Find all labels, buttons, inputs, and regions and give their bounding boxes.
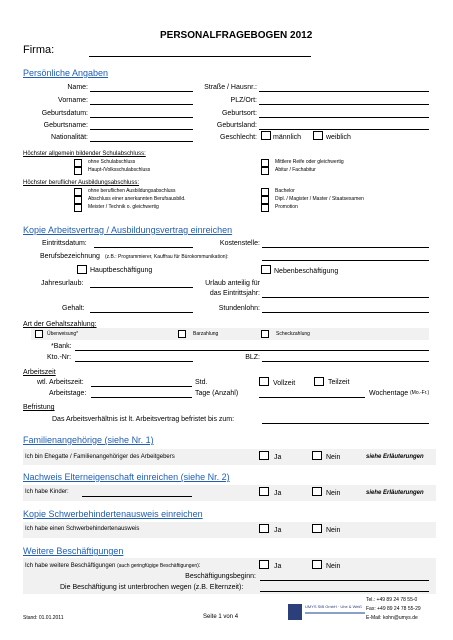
gehaltszahlung-heading: Art der Gehaltszahlung: xyxy=(23,321,97,328)
beruf-right-0-checkbox[interactable] xyxy=(261,188,269,196)
wochentage-label: Wochentage xyxy=(369,390,409,397)
eltern-nein-checkbox[interactable] xyxy=(312,487,322,496)
urlaub-anteilig-label-1: Urlaub anteilig für xyxy=(205,280,260,287)
geburtsland-field[interactable] xyxy=(259,129,429,130)
unterbrochen-field[interactable] xyxy=(260,591,429,592)
beruf-right-0-label: Bachelor xyxy=(275,188,295,194)
hauptbeschaeftigung-label: Hauptbeschäftigung xyxy=(90,267,153,274)
familie-nein-checkbox[interactable] xyxy=(312,451,322,460)
plz-ort-field[interactable] xyxy=(259,104,429,105)
schwer-ja-checkbox[interactable] xyxy=(259,524,269,533)
kostenstelle-field[interactable] xyxy=(262,247,429,248)
section-schwerbehindert: Kopie Schwerbehindertenausweis einreichen xyxy=(23,509,203,519)
wtl-arbeitszeit-label: wtl. Arbeitszeit: xyxy=(37,379,84,386)
schulabschluss-heading: Höchster allgemein bildender Schulabschluss: xyxy=(23,151,146,157)
nationalitaet-label: Nationalität: xyxy=(51,134,88,141)
geburtsort-label: Geburtsort: xyxy=(221,110,257,117)
footer-fax: Fax: +49 89 24 78 55-29 xyxy=(366,606,421,612)
wochentage-hint: (Mo.-Fr.) xyxy=(410,390,430,396)
nationalitaet-field[interactable] xyxy=(90,141,193,142)
familie-text: Ich bin Ehegatte / Familienangehöriger des Arbeitgebers xyxy=(25,454,175,460)
weitere-text xyxy=(25,563,200,569)
blz-label: BLZ: xyxy=(245,354,260,361)
section-elterneigenschaft: Nachweis Elterneigenschaft einreichen (siehe Nr. 2) xyxy=(23,472,230,482)
familie-hinweis: siehe Erläuterungen xyxy=(366,454,424,460)
geburtsort-field[interactable] xyxy=(259,117,429,118)
gehalt-field[interactable] xyxy=(90,312,193,313)
schwer-text: Ich habe einen Schwerbehindertenausweis xyxy=(25,526,140,532)
familie-nein-label: Nein xyxy=(326,454,341,461)
eintrittsdatum-label: Eintrittsdatum: xyxy=(42,240,87,247)
ueberweisung-label: Überweisung* xyxy=(47,331,79,337)
section-kopie-arbeitsvertrag: Kopie Arbeitsvertrag / Ausbildungsvertrag einreichen xyxy=(23,225,233,235)
page-title: PERSONALFRAGEBOGEN 2012 xyxy=(160,30,313,41)
urlaub-anteilig-field[interactable] xyxy=(262,297,429,298)
stundenlohn-field[interactable] xyxy=(262,312,429,313)
name-label: Name: xyxy=(67,84,88,91)
beruf-right-1-checkbox[interactable] xyxy=(261,196,269,204)
jahresurlaub-label: Jahresurlaub: xyxy=(41,280,84,287)
schwer-nein-label: Nein xyxy=(326,527,341,534)
urlaub-anteilig-label-2: das Eintrittsjahr: xyxy=(209,290,260,297)
std-label: Std. xyxy=(195,379,208,386)
section-personal: Persönliche Angaben xyxy=(23,68,109,78)
kinder-field[interactable] xyxy=(82,496,192,497)
beruf-left-1-label: Abschluss einer anerkannten Berufsausbild. xyxy=(88,196,186,202)
unterbrochen-label: Die Beschäftigung ist unterbrochen wegen (z.B. Elternzeit): xyxy=(60,584,244,591)
blz-field[interactable] xyxy=(262,361,429,362)
berufsbezeichnung-field[interactable] xyxy=(262,260,429,261)
beruf-left-0-checkbox[interactable] xyxy=(74,188,82,196)
befristung-heading: Befristung xyxy=(23,404,55,411)
beruf-left-1-checkbox[interactable] xyxy=(74,196,82,204)
logo-mark-icon xyxy=(288,604,302,620)
schule-right-1-label: Abitur / Fachabitur xyxy=(275,167,316,173)
weitere-nein-label: Nein xyxy=(326,563,341,570)
kto-field[interactable] xyxy=(75,361,193,362)
vollzeit-checkbox[interactable] xyxy=(259,377,269,386)
beschaeftigungsbeginn-label: Beschäftigungsbeginn: xyxy=(185,573,256,580)
schule-right-0-label: Mittlere Reife oder gleichwertig xyxy=(275,159,344,165)
scheckzahlung-label: Scheckzahlung xyxy=(276,331,310,337)
logo-rule xyxy=(305,612,365,614)
gehalt-label: Gehalt: xyxy=(62,305,85,312)
befristung-text: Das Arbeitsverhältnis ist lt. Arbeitsvertrag befristet bis zum: xyxy=(52,416,235,423)
maennlich-label: männlich xyxy=(273,134,302,141)
section-familienangehoerige: Familienangehörige (siehe Nr. 1) xyxy=(23,435,154,445)
eintrittsdatum-field[interactable] xyxy=(94,247,193,248)
familie-ja-checkbox[interactable] xyxy=(259,451,269,460)
bank-label: *Bank: xyxy=(51,343,72,350)
barzahlung-checkbox[interactable] xyxy=(178,330,186,338)
weitere-text-main: Ich habe weitere Beschäftigungen xyxy=(25,563,116,569)
firma-label: Firma: xyxy=(23,44,55,56)
vorname-label: Vorname: xyxy=(58,97,88,104)
weiblich-checkbox[interactable] xyxy=(313,131,323,140)
schwer-nein-checkbox[interactable] xyxy=(312,524,322,533)
familie-ja-label: Ja xyxy=(274,454,282,461)
footer-mail: E-Mail: kohn@umys.de xyxy=(366,615,418,621)
beruf-right-2-label: Promotion xyxy=(275,204,298,210)
kostenstelle-label: Kostenstelle: xyxy=(219,240,260,247)
vollzeit-label: Vollzeit xyxy=(273,380,296,387)
barzahlung-label: Barzahlung xyxy=(193,331,219,337)
beruf-right-2-checkbox[interactable] xyxy=(261,204,269,212)
beruf-left-2-label: Meister / Technik o. gleichwertig xyxy=(88,204,159,210)
page-number: Seite 1 von 4 xyxy=(203,614,239,620)
beruf-left-0-label: ohne beruflichen Ausbildungsabschluss xyxy=(88,188,176,194)
section-weitere: Weitere Beschäftigungen xyxy=(23,546,124,556)
bank-field[interactable] xyxy=(75,350,429,351)
eltern-hinweis: siehe Erläuterungen xyxy=(366,490,424,496)
schule-left-0-label: ohne Schulabschluss xyxy=(88,159,136,165)
arbeitszeit-heading: Arbeitszeit xyxy=(23,369,56,376)
geburtsland-label: Geburtsland: xyxy=(216,122,257,129)
geburtsname-field[interactable] xyxy=(90,129,193,130)
vorname-field[interactable] xyxy=(90,104,193,105)
maennlich-checkbox[interactable] xyxy=(261,131,271,140)
geburtsname-label: Geburtsname: xyxy=(43,122,88,129)
weitere-nein-checkbox[interactable] xyxy=(312,560,322,569)
geburtsdatum-field[interactable] xyxy=(90,117,193,118)
wtl-arbeitszeit-field[interactable] xyxy=(91,386,192,387)
nebenbeschaeftigung-checkbox[interactable] xyxy=(261,265,271,274)
beruf-right-1-label: Dipl. / Magister / Master / Staatsexamen xyxy=(275,196,364,202)
weitere-text-colon: : xyxy=(198,563,201,569)
plz-ort-label: PLZ/Ort: xyxy=(230,97,257,104)
geschlecht-label: Geschlecht: xyxy=(220,134,257,141)
eltern-text: Ich habe Kinder: xyxy=(25,489,69,495)
schule-left-1-label: Haupt-/Volksschulabschluss xyxy=(88,167,151,173)
eltern-ja-label: Ja xyxy=(274,490,282,497)
beruf-left-2-checkbox[interactable] xyxy=(74,204,82,212)
schule-left-0-checkbox[interactable] xyxy=(74,159,82,167)
logo-text: UMYS StB GmbH · Uhe & Weiß xyxy=(305,604,362,609)
weitere-ja-label: Ja xyxy=(274,563,282,570)
schule-right-0-checkbox[interactable] xyxy=(261,159,269,167)
nebenbeschaeftigung-label: Nebenbeschäftigung xyxy=(274,268,339,275)
berufsbezeichnung-label: Berufsbezeichnung xyxy=(40,253,100,260)
stand-text: Stand: 01.01.2011 xyxy=(23,615,64,621)
arbeitstage-label: Arbeitstage: xyxy=(49,390,87,397)
befristung-field[interactable] xyxy=(262,423,429,424)
stundenlohn-label: Stundenlohn: xyxy=(218,305,260,312)
tage-anzahl-label: Tage (Anzahl) xyxy=(195,390,239,397)
beschaeftigungsbeginn-field[interactable] xyxy=(260,580,429,581)
strasse-label: Straße / Hausnr.: xyxy=(204,84,257,91)
eltern-ja-checkbox[interactable] xyxy=(259,487,269,496)
schule-left-1-checkbox[interactable] xyxy=(74,167,82,175)
berufsbezeichnung-hint: (z.B.: Programmierer, Kauffrau für Bürokommunikation): xyxy=(105,254,229,260)
jahresurlaub-field[interactable] xyxy=(90,287,193,288)
gehaltszahlung-options-band xyxy=(31,328,429,340)
weitere-text-hint: (auch geringfügige Beschäftigungen) xyxy=(117,563,199,569)
wochentage-field[interactable] xyxy=(259,397,365,398)
schule-right-1-checkbox[interactable] xyxy=(261,167,269,175)
geburtsdatum-label: Geburtsdatum: xyxy=(41,110,88,117)
teilzeit-label: Teilzeit xyxy=(328,379,350,386)
weitere-ja-checkbox[interactable] xyxy=(259,560,269,569)
ueberweisung-checkbox[interactable] xyxy=(35,330,43,338)
scheckzahlung-checkbox[interactable] xyxy=(261,330,269,338)
strasse-field[interactable] xyxy=(259,91,429,92)
teilzeit-checkbox[interactable] xyxy=(314,377,324,386)
firma-field[interactable] xyxy=(89,56,311,57)
name-field[interactable] xyxy=(90,91,193,92)
weiblich-label: weiblich xyxy=(326,134,351,141)
arbeitstage-field[interactable] xyxy=(91,397,192,398)
hauptbeschaeftigung-checkbox[interactable] xyxy=(77,265,87,274)
eltern-nein-label: Nein xyxy=(326,490,341,497)
schwer-ja-label: Ja xyxy=(274,527,282,534)
kto-label: Kto.-Nr: xyxy=(47,354,72,361)
footer-tel: Tel.: +49 89 24 78 55-0 xyxy=(366,597,418,603)
berufsabschluss-heading: Höchster beruflicher Ausbildungsabschluss: xyxy=(23,180,140,186)
